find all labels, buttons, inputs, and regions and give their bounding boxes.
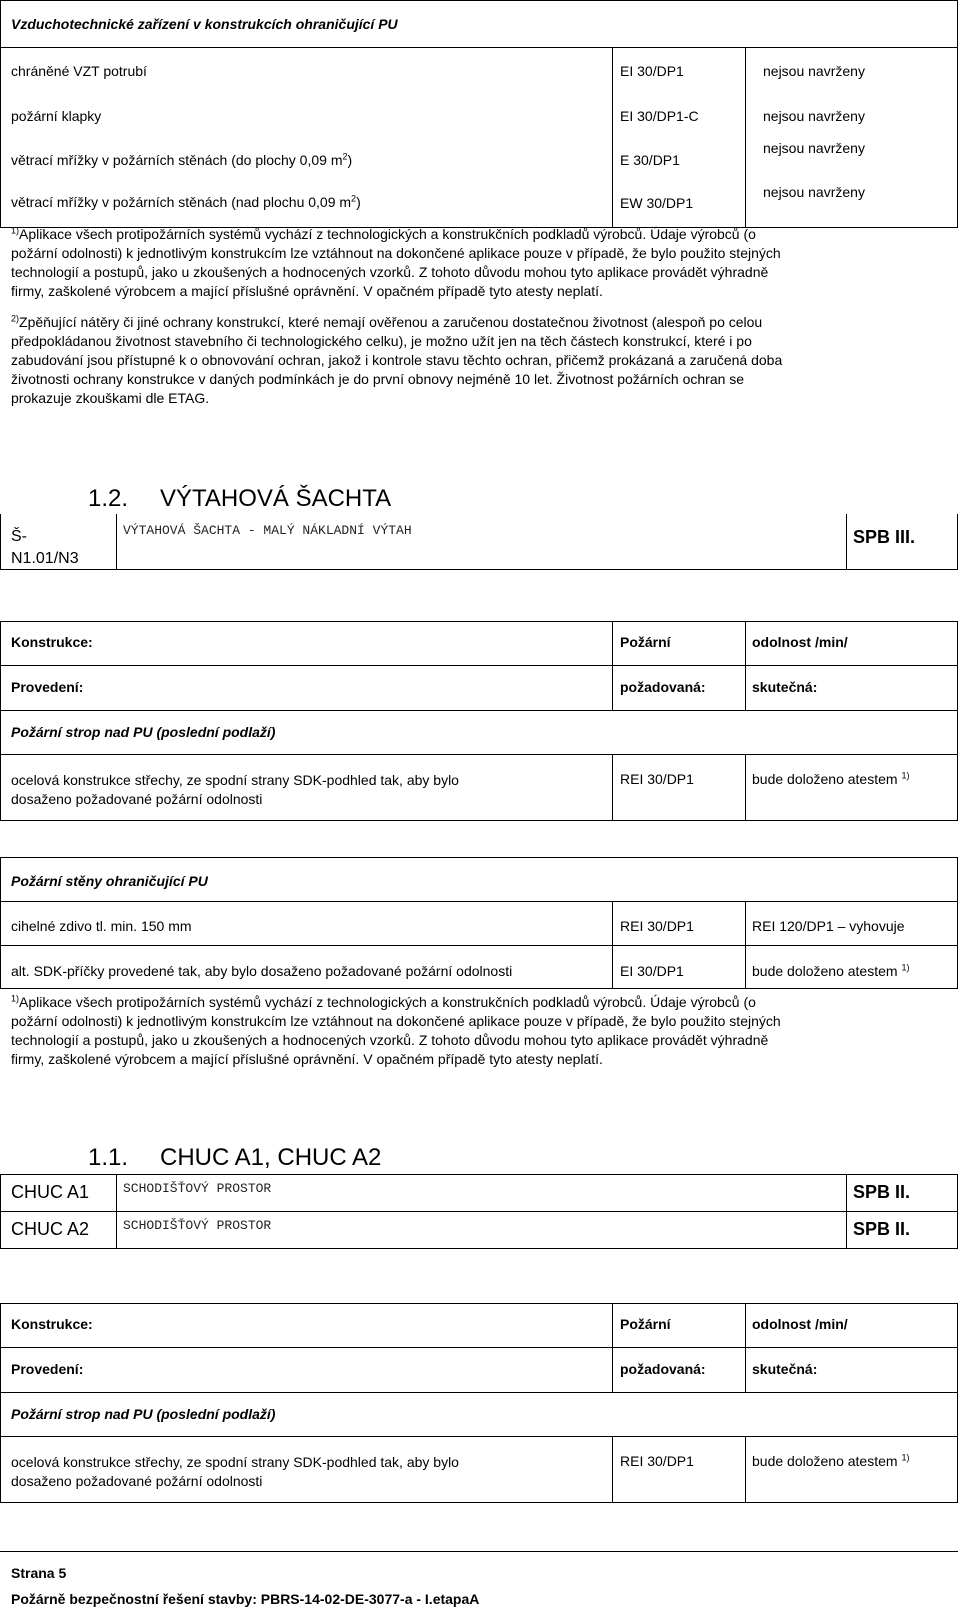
vzt-row-required: E 30/DP1 <box>620 152 680 168</box>
vzt-row-required: EW 30/DP1 <box>620 195 694 211</box>
chuc-code: CHUC A1 <box>11 1182 90 1202</box>
wall-row-required: REI 30/DP1 <box>620 918 694 934</box>
strop-actual: bude doloženo atestem $^{1)}$ <box>752 1452 910 1469</box>
vzt-row-actual: nejsou navrženy <box>763 140 865 156</box>
vzt-row-actual: nejsou navrženy <box>763 184 865 200</box>
wall-row-actual: bude doloženo atestem $^{1)}$ <box>752 962 910 979</box>
header-pozadovana: požadovaná: <box>620 679 706 695</box>
strop-required: REI 30/DP1 <box>620 771 694 787</box>
footnote-1: $^{1)}$Aplikace všech protipožárních systémů vychází z technologických a konstrukčních podkladů výrobců. Údaje výrobců (o požární odolnosti) k jednotlivým konstrukcím lze vztáhnout na dokončené aplikace pouze v případě, že bylo použito stejných technologií a postupů, jako u zkoušených a hodnocených vzorků. Z tohoto důvodu mohou tyto aplikace provádět výhradně firmy, zaškolené výrobcem a mající příslušné oprávnění. V opačném případě tyto atesty neplatí. <box>11 225 781 299</box>
header-odolnost: odolnost /min/ <box>752 634 848 650</box>
wall-row-name: cihelné zdivo tl. min. 150 mm <box>11 918 192 934</box>
vzt-row-actual: nejsou navrženy <box>763 63 865 79</box>
header-konstrukce: Konstrukce: <box>11 634 93 650</box>
header-skutecna: skutečná: <box>752 679 818 695</box>
page-number: Strana 5 <box>11 1565 67 1581</box>
vzt-row-name: větrací mřížky v požárních stěnách (nad plochu 0,09 $m^2$) <box>11 193 361 210</box>
strop-required: REI 30/DP1 <box>620 1453 694 1469</box>
wall-row-name: alt. SDK-příčky provedené tak, aby bylo dosaženo požadované požární odolnosti <box>11 963 513 979</box>
section-number: 1.2. <box>88 485 129 512</box>
header-provedeni: Provedení: <box>11 1361 84 1377</box>
header-provedeni: Provedení: <box>11 679 84 695</box>
vzt-title: Vzduchotechnické zařízení v konstrukcích ohraničující PU <box>11 16 398 32</box>
footnote-1-repeat: $^{1)}$Aplikace všech protipožárních systémů vychází z technologických a konstrukčních podkladů výrobců. Údaje výrobců (o požární odolnosti) k jednotlivým konstrukcím lze vztáhnout na dokončené aplikace pouze v případě, že bylo použito stejných technologií a postupů, jako u zkoušených a hodnocených vzorků. Z tohoto důvodu mohou tyto aplikace provádět výhradně firmy, zaškolené výrobcem a mající příslušné oprávnění. V opačném případě tyto atesty neplatí. <box>11 993 781 1067</box>
vzt-row-required: EI 30/DP1-C <box>620 108 699 124</box>
vzt-row-actual: nejsou navrženy <box>763 108 865 124</box>
document-id: Požárně bezpečnostní řešení stavby: PBRS-14-02-DE-3077-a - I.etapaA <box>11 1591 480 1607</box>
group-strop: Požární strop nad PU (poslední podlaží) <box>11 724 276 740</box>
section-number: 1.1. <box>88 1144 129 1171</box>
strop-actual: bude doloženo atestem $^{1)}$ <box>752 770 910 787</box>
chuc-description: SCHODIŠŤOVÝ PROSTOR <box>123 1181 272 1196</box>
strop-description: ocelová konstrukce střechy, ze spodní strany SDK-podhled tak, aby bylo dosaženo požadované požární odolnosti <box>11 1454 459 1489</box>
group-steny: Požární stěny ohraničující PU <box>11 873 208 889</box>
chuc-spb: SPB II. <box>853 1219 911 1239</box>
wall-row-actual: REI 120/DP1 – vyhovuje <box>752 918 905 934</box>
vzt-row-name: požární klapky <box>11 108 102 124</box>
vzt-row-name: větrací mřížky v požárních stěnách (do plochy 0,09 $m^2$) <box>11 151 353 168</box>
strop-description: ocelová konstrukce střechy, ze spodní strany SDK-podhled tak, aby bylo dosaženo požadované požární odolnosti <box>11 772 459 807</box>
header-pozadovana: požadovaná: <box>620 1361 706 1377</box>
footer-divider <box>0 1551 958 1552</box>
room-spb: SPB III. <box>853 527 916 547</box>
room-code: Š- N1.01/N3 <box>11 528 79 567</box>
header-odolnost: odolnost /min/ <box>752 1316 848 1332</box>
chuc-description: SCHODIŠŤOVÝ PROSTOR <box>123 1218 272 1233</box>
footnote-2: $^{2)}$Zpěňující nátěry či jiné ochrany konstrukcí, které nemají ověřenou a zaručenou dostatečnou životnost (alespoň po celou předpokládanou životnost stavebního či technologického celku), je možno užít jen na těch částech konstrukcí, které i po zabudování jsou přístupné k o obnovování ochran, jakož i kontrole stavu těchto ochran, přičemž prokázaná a zaručená doba životnosti ochrany konstrukce v daných podmínkách je do první obnovy nejméně 10 let. Životnost požárních ochran se prokazuje zkouškami dle ETAG. <box>11 313 783 406</box>
header-pozarni: Požární <box>620 1316 671 1332</box>
header-konstrukce: Konstrukce: <box>11 1316 93 1332</box>
room-description: VÝTAHOVÁ ŠACHTA - MALÝ NÁKLADNÍ VÝTAH <box>123 523 412 538</box>
vzt-row-required: EI 30/DP1 <box>620 63 684 79</box>
header-skutecna: skutečná: <box>752 1361 818 1377</box>
header-pozarni: Požární <box>620 634 671 650</box>
group-strop: Požární strop nad PU (poslední podlaží) <box>11 1406 276 1422</box>
wall-row-required: EI 30/DP1 <box>620 963 684 979</box>
section-title: CHUC A1, CHUC A2 <box>160 1144 382 1171</box>
section-title: VÝTAHOVÁ ŠACHTA <box>160 485 392 512</box>
vzt-row-name: chráněné VZT potrubí <box>11 63 147 79</box>
chuc-spb: SPB II. <box>853 1182 911 1202</box>
chuc-code: CHUC A2 <box>11 1219 90 1239</box>
